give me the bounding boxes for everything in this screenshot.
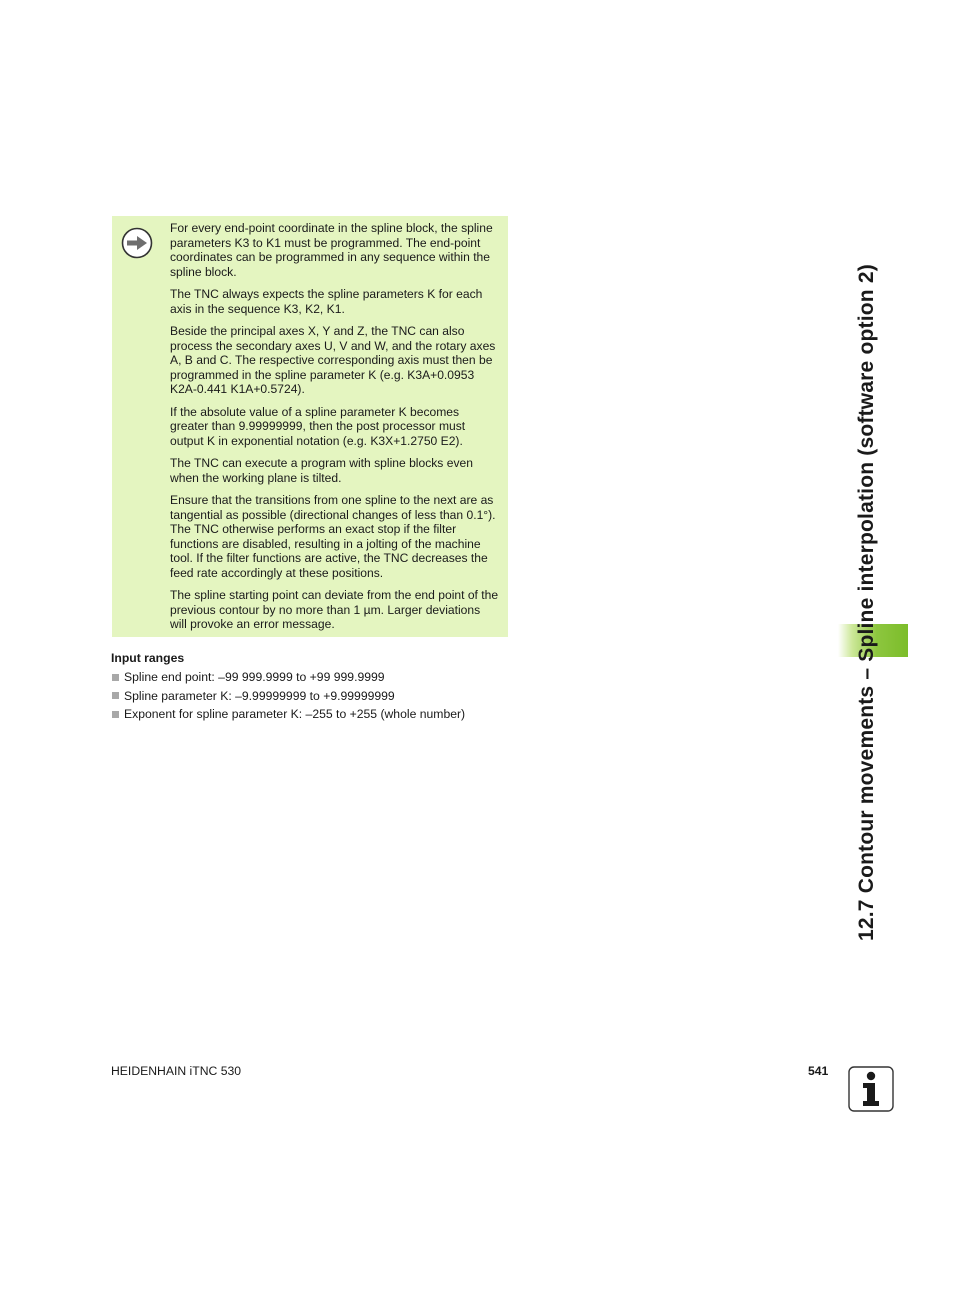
footer-doc-title: HEIDENHAIN iTNC 530 — [111, 1064, 242, 1078]
page-number: 541 — [808, 1064, 829, 1078]
info-icon — [848, 1066, 894, 1112]
note-paragraph: Beside the principal axes X, Y and Z, the TNC can also process the secondary axes U, V and W, and the rotary axes A, B and C. The respective corresponding axis must then be programmed in the spline parameter K (e.g. K3A+0.0953 K2A-0.441 K1A+0.5724). — [170, 324, 496, 396]
list-item — [111, 707, 465, 726]
range-text: Exponent for spline parameter K: –255 to +255 (whole number) — [124, 707, 466, 722]
side-title-container — [847, 206, 887, 946]
square-bullet-icon — [112, 692, 119, 699]
note-text — [170, 221, 500, 640]
note-paragraph: For every end-point coordinate in the spline block, the spline parameters K3 to K1 must be programmed. The end-point coordinates can be programmed in any sequence within the spline block. — [170, 221, 493, 279]
square-bullet-icon — [112, 711, 119, 718]
list-item — [111, 689, 465, 708]
note-paragraph: If the absolute value of a spline parameter K becomes greater than 9.99999999, then the post processor must output K in exponential notation (e.g. K3X+1.2750 E2). — [170, 404, 466, 448]
input-ranges-title: Input ranges — [111, 651, 185, 665]
range-text: Spline end point: –99 999.9999 to +99 999.9999 — [124, 670, 385, 684]
note-paragraph: Ensure that the transitions from one spline to the next are as tangential as possible (directional changes of less than 0.1°). The TNC otherwise performs an exact stop if the filter functions are disabled, resulting in a jolting of the machine tool. If the filter functions are active, the TNC decreases the feed rate accordingly at these positions. — [170, 493, 496, 580]
note-box — [112, 216, 508, 637]
arrow-right-icon — [121, 227, 153, 259]
list-item — [111, 670, 465, 689]
range-text: Spline parameter K: –9.99999999 to +9.99999999 — [124, 688, 395, 703]
note-paragraph: The TNC always expects the spline parameters K for each axis in the sequence K3, K2, K1. — [170, 287, 483, 316]
note-paragraph: The spline starting point can deviate from the end point of the previous contour by no more than 1 µm. Larger deviations will provoke an error message. — [170, 588, 499, 631]
chapter-side-title: 12.7 Contour movements – Spline interpolation (software option 2) — [855, 264, 878, 941]
note-paragraph: The TNC can execute a program with spline blocks even when the working plane is tilted. — [170, 456, 473, 485]
square-bullet-icon — [112, 674, 119, 681]
input-ranges-list — [111, 670, 465, 726]
